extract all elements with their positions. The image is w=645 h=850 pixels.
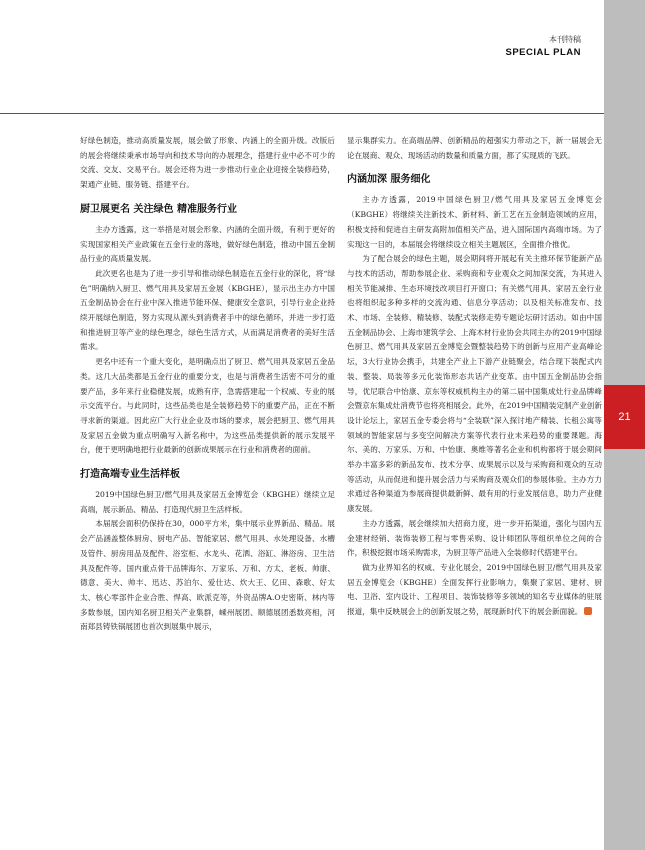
section3-paragraph-4 bbox=[347, 561, 602, 620]
section2-paragraph-1: 2019中国绿色厨卫/燃气用具及家居五金博览会（KBGHE）继续立足高端，展示新品、精品、打造现代厨卫生活样板。 bbox=[80, 490, 335, 514]
page-number-tab bbox=[604, 385, 645, 449]
section3-paragraph-1: 主办方透露，2019中国绿色厨卫/燃气用具及家居五金博览会（KBGHE）将继续关注新技术、新材料、新工艺在五金制造领域的应用，积极支持和促进自主研发高附加值相关产品，进入国际国内高端市场。为了实现这一目的，本届展会将继续设立相关主题展区，全面推介推优。 bbox=[347, 195, 602, 249]
section1-paragraph-2: 此次更名也是为了进一步引导和推动绿色制造在五金行业的深化，将“绿色”明确纳入厨卫、燃气用具及家居五金展（KBGHE），显示出主办方中国五金制品协会在行业中深入推进节能环保、健康安全意识，引导行业企业持续开展绿色制造，努力实现从源头到消费者手中的绿色循环，并进一步打造和推进厨卫等产业的绿色理念，绿色生活方式，从而满足消费者的美好生活需求。 bbox=[80, 268, 335, 352]
left-intro: 好绿色制造，推动高质量发展，展会做了形象、内涵上的全面升级。改版后的展会将继续秉承市场导向和技术导向的办展理念，搭建行业中必不可少的交流、交友、交易平台。展会还将为进一步推动行业企业迎接全装修趋势，架通产业链、服务链、搭建平台。 bbox=[80, 136, 335, 190]
article-end-mark-icon bbox=[584, 607, 592, 615]
header-rule bbox=[0, 113, 604, 114]
section-label-cn: 本刊特稿 bbox=[549, 35, 581, 44]
section-label-en: SPECIAL PLAN bbox=[505, 47, 581, 58]
right-column bbox=[347, 134, 602, 620]
section2-paragraph-2: 本届展会面积仍保持在30，000平方米，集中展示业界新品、精品。展会产品涵盖整体厨房、厨电产品、智能家居、燃气用具、水处理设备、水槽及管件、厨房用品及配件、浴室柜、水龙头、花洒、浴缸、淋浴房、卫生洁具及配件等。国内重点骨干品牌海尔、万家乐、万和、方太、老板、帅康、德意、美大、帅丰、迅达、苏泊尔、爱仕达、炊大王、亿田、森歌、好太太、核心零部件企业合胜、悍高、欧派克等，外资品牌A.O史密斯、林内等多数参展，国内知名厨卫相关产业集群，嵊州展团、顺德展团悉数亮相，河南郑县铸铁锅展团也首次到展集中展示， bbox=[80, 519, 335, 632]
right-intro: 显示集群实力。在高端品牌、创新精品的超强实力带动之下，新一届展会无论在展商、观众、现场活动的数量和质量方面，都了实现质的飞跃。 bbox=[347, 136, 602, 160]
section-title-1: 厨卫展更名 关注绿色 精准服务行业 bbox=[80, 203, 237, 215]
section3-paragraph-2: 为了配合展会的绿色主题，展会期间将开展起有关主推环保节能新产品与技术的活动，帮助参展企业、采购商和专业观众之间加深交流，为其进入相关节能减排、生态环境技改项目打开窗口；有关燃气用具、家居五金行业也将组织起多种多样的交流沟通、信息分享活动；以及相关标准发布、技术、市场、全装修、精装修、装配式装修走势专题论坛研讨活动。如由中国五金制品协会、上海市建筑学会、上海木材行业协会共同主办的2019中国绿色厨卫、燃气用具及家居五金博览会暨整装趋势下的创新与应用产业高峰论坛，3大行业协会携手，共建全产业上下游产业链聚会，结合现下装配式内装、整装、局装等多元化装饰形态共话产业变革。由中国五金制品协会指导，优尼联合中怡康、京东等权威机构主办的第二届中国集成灶行业品牌峰会暨京东集成灶消费节也将亮相展会。此外，在2019中国精装定制产业创新设计论坛上，家居五金专委会将与“全装联”深入探讨地产精装、长租公寓等领域的智能家居与多变空间解决方案等代表行业未来趋势的重要课题。海尔、美的、万家乐、万和、中怡康、奥维等著名企业和机构都将于展会期间举办丰富多彩的新品发布、技术分享、成果展示以及与采购商和观众的互动等活动，从而促进和提升展会活力与采购商及观众们的参展体验。主办方力求通过各种渠道为参展商提供最新鲜、最有用的行业发展信息，助力产业健康发展。 bbox=[347, 254, 602, 514]
section3-paragraph-3: 主办方透露，展会继续加大招商力度，进一步开拓渠道，强化与国内五金建材经销、装饰装修工程与零售采购、设计师团队等组织单位之间的合作，积极挖掘市场采购需求，为厨卫等产品进入全装修时代搭建平台。 bbox=[347, 518, 602, 558]
section3-paragraph-4-text: 做为业界知名的权威、专业化展会，2019中国绿色厨卫/燃气用具及家居五金博览会（KBGHE）全面发挥行业影响力，集聚了家居、建材、厨电、卫浴、室内设计、工程项目、装饰装修等多领域的知名专业媒体的驻展报道，集中反映展会上的创新发展之势，展现新时代下的展会新面貌。 bbox=[347, 562, 602, 617]
section-title-2: 打造高端专业生活样板 bbox=[80, 469, 180, 481]
left-column bbox=[80, 134, 335, 635]
section1-paragraph-3: 更名中还有一个重大变化，是明确点出了厨卫、燃气用具及家居五金品类。这几大品类都是五金行业的重要分支，也是与消费者生活密不可分的重要产品，多年来行业稳健发展，成熟有序，急需搭建起一个权威、专业的展示交流平台。与此同时，这些品类也是全装修趋势下的重要产品，正在不断寻求新的渠道。因此应广大行业企业及市场的要求，展会把厨卫、燃气用具及家居五金做为重点明确写入新名称中，为这些品类提供新的展示发展平台，便于更明确地把行业最新的创新成果展示在行业和消费者的面前。 bbox=[80, 357, 335, 455]
page-number: 21 bbox=[618, 411, 631, 423]
section-title-3: 内涵加深 服务细化 bbox=[347, 174, 431, 186]
section1-paragraph-1: 主办方透露，这一举措是对展会形象、内涵的全面升级，有利于更好的实现国家相关产业政策在五金行业的落地，做好绿色制造，推动中国五金制品行业的高质量发展。 bbox=[80, 224, 335, 264]
